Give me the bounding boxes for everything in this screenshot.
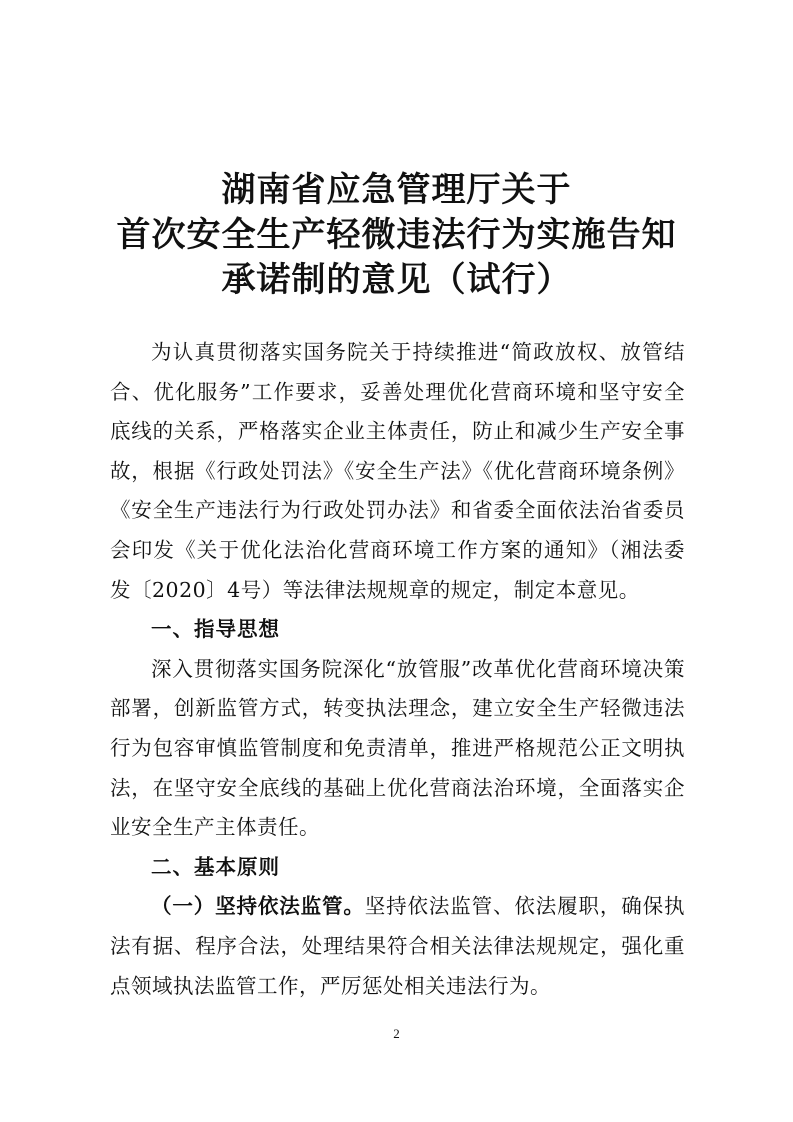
principle-1-text: 坚持依法监管、依法履职，确保执法有据、程序合法，处理结果符合相关法律法规规定，强化重点领域执法监管工作，严厉惩处相关违法行为。 bbox=[110, 894, 685, 998]
title-line-3: 承诺制的意见（试行） bbox=[221, 260, 572, 300]
principle-1-lead: （一）坚持依法监管。 bbox=[151, 894, 365, 919]
page-number: 2 bbox=[393, 1026, 400, 1041]
principle-1-paragraph bbox=[110, 887, 685, 1006]
title-line-2: 首次安全生产轻微违法行为实施告知 bbox=[116, 215, 677, 255]
section-heading-guiding-thought: 一、指导思想 bbox=[151, 617, 280, 642]
document-title bbox=[0, 168, 793, 303]
section-heading-basic-principles: 二、基本原则 bbox=[151, 854, 280, 879]
document-body bbox=[110, 333, 685, 1006]
title-line-1: 湖南省应急管理厅关于 bbox=[221, 170, 572, 210]
guiding-thought-paragraph: 深入贯彻落实国务院深化“放管服”改革优化营商环境决策部署，创新监管方式，转变执法理念，建立安全生产轻微违法行为包容审慎监管制度和免责清单，推进严格规范公正文明执法，在坚守安全底线的基础上优化营商法治环境，全面落实企业安全生产主体责任。 bbox=[110, 656, 685, 840]
intro-paragraph: 为认真贯彻落实国务院关于持续推进“简政放权、放管结合、优化服务”工作要求，妥善处理优化营商环境和坚守安全底线的关系，严格落实企业主体责任，防止和减少生产安全事故，根据《行政处罚法》《安全生产法》《优化营商环境条例》《安全生产违法行为行政处罚办法》和省委全面依法治省委员会印发《关于优化法治化营商环境工作方案的通知》（湘法委发〔2020〕4号）等法律法规规章的规定，制定本意见。 bbox=[110, 340, 685, 602]
